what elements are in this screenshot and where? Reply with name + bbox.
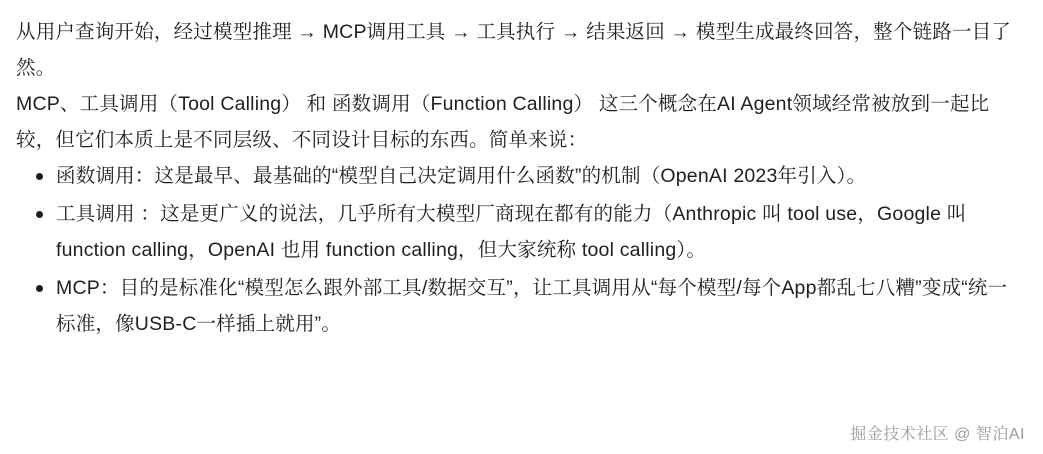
paragraph-concepts-intro: MCP、工具调用（Tool Calling） 和 函数调用（Function Calling） 这三个概念在AI Agent领域经常被放到一起比较，但它们本质上是不同层级、不同设计目标的东西。简单来说： — [16, 93, 990, 151]
paragraph-flow-description: 从用户查询开始，经过模型推理 → MCP调用工具 → 工具执行 → 结果返回 → 模型生成最终回答，整个链路一目了然。 — [16, 21, 1012, 79]
list-item: MCP：目的是标准化“模型怎么跟外部工具/数据交互”，让工具调用从“每个模型/每个App都乱七八糟”变成“统一标准，像USB-C一样插上就用”。 — [56, 270, 1021, 342]
list-item: 工具调用 ：这是更广义的说法，几乎所有大模型厂商现在都有的能力（Anthropic 叫 tool use，Google 叫 function calling，OpenAI 也用 function calling，但大家统称 tool calling）。 — [56, 196, 1021, 268]
watermark: 掘金技术社区 @ 智泊AI — [850, 426, 1025, 443]
concept-list — [16, 158, 1021, 342]
list-item: 函数调用：这是最早、最基础的“模型自己决定调用什么函数”的机制（OpenAI 2023年引入）。 — [56, 158, 1021, 194]
